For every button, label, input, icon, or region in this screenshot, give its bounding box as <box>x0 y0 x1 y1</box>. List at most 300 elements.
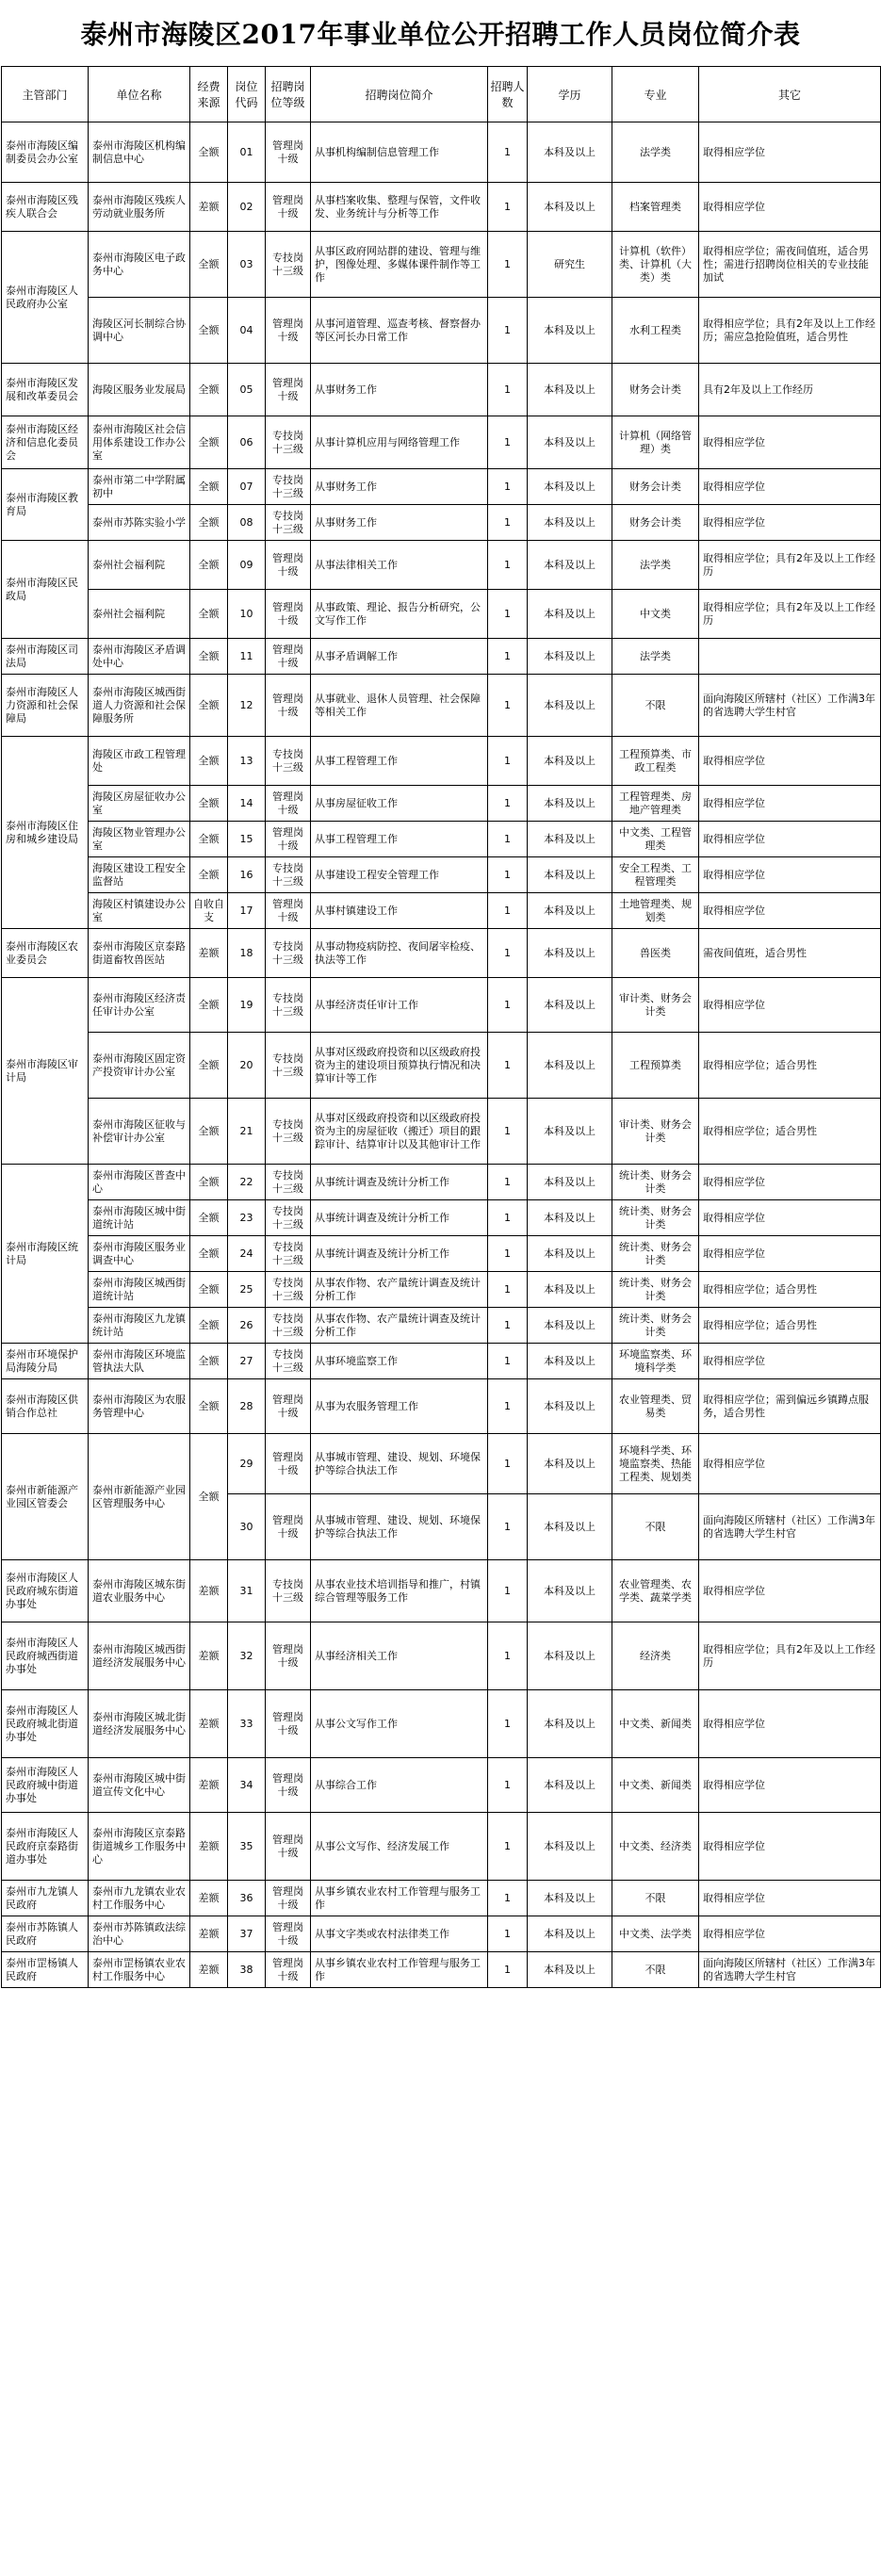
table-row <box>2 1236 881 1272</box>
row-major: 水利工程类 <box>612 298 699 364</box>
row-level: 专技岗十三级 <box>266 469 311 505</box>
row-code: 11 <box>228 639 266 675</box>
row-other: 取得相应学位 <box>699 1690 881 1758</box>
row-funding: 全额 <box>190 1344 228 1379</box>
row-funding: 差额 <box>190 1952 228 1988</box>
row-unit: 泰州市海陵区为农服务管理中心 <box>89 1379 190 1434</box>
row-count: 1 <box>488 1165 528 1200</box>
table-row <box>2 1033 881 1099</box>
row-major: 统计类、财务会计类 <box>612 1272 699 1308</box>
row-funding: 全额 <box>190 1379 228 1434</box>
table-row <box>2 1272 881 1308</box>
row-desc: 从事矛盾调解工作 <box>311 639 488 675</box>
row-unit: 泰州社会福利院 <box>89 541 190 590</box>
row-funding: 全额 <box>190 786 228 822</box>
row-code: 05 <box>228 364 266 416</box>
row-other: 取得相应学位 <box>699 1916 881 1952</box>
table-row <box>2 786 881 822</box>
row-desc: 从事经济责任审计工作 <box>311 978 488 1033</box>
row-major: 审计类、财务会计类 <box>612 978 699 1033</box>
row-edu: 本科及以上 <box>528 1344 612 1379</box>
row-level: 专技岗十三级 <box>266 1165 311 1200</box>
row-other: 取得相应学位；需到偏远乡镇蹲点服务，适合男性 <box>699 1379 881 1434</box>
row-count: 1 <box>488 1881 528 1916</box>
row-major: 审计类、财务会计类 <box>612 1099 699 1165</box>
row-funding: 全额 <box>190 541 228 590</box>
row-other: 取得相应学位 <box>699 416 881 469</box>
row-funding: 差额 <box>190 183 228 232</box>
row-code: 29 <box>228 1434 266 1494</box>
row-other: 取得相应学位；具有2年及以上工作经历；需应急抢险值班，适合男性 <box>699 298 881 364</box>
row-unit: 泰州市第二中学附属初中 <box>89 469 190 505</box>
row-desc: 从事工程管理工作 <box>311 737 488 786</box>
row-unit: 泰州市海陵区京泰路街道畜牧兽医站 <box>89 929 190 978</box>
row-major: 计算机（软件）类、计算机（大类）类 <box>612 232 699 298</box>
row-unit: 泰州市海陵区机构编制信息中心 <box>89 122 190 183</box>
row-edu: 本科及以上 <box>528 1379 612 1434</box>
table-row <box>2 857 881 893</box>
table-row <box>2 298 881 364</box>
row-unit: 泰州市海陵区固定资产投资审计办公室 <box>89 1033 190 1099</box>
row-code: 03 <box>228 232 266 298</box>
table-row <box>2 675 881 737</box>
row-code: 04 <box>228 298 266 364</box>
row-other: 取得相应学位；具有2年及以上工作经历 <box>699 541 881 590</box>
row-major: 中文类、工程管理类 <box>612 822 699 857</box>
row-edu: 本科及以上 <box>528 978 612 1033</box>
table-row <box>2 822 881 857</box>
row-dept: 泰州市海陵区人力资源和社会保障局 <box>2 675 89 737</box>
row-level: 管理岗十级 <box>266 183 311 232</box>
table-row <box>2 1622 881 1690</box>
header-funding: 经费来源 <box>190 67 228 122</box>
header-count: 招聘人数 <box>488 67 528 122</box>
row-major: 财务会计类 <box>612 364 699 416</box>
row-major: 安全工程类、工程管理类 <box>612 857 699 893</box>
row-unit: 泰州市海陵区电子政务中心 <box>89 232 190 298</box>
row-funding: 差额 <box>190 1560 228 1622</box>
row-edu: 本科及以上 <box>528 1165 612 1200</box>
table-row <box>2 978 881 1033</box>
row-count: 1 <box>488 639 528 675</box>
row-major: 中文类、新闻类 <box>612 1690 699 1758</box>
row-count: 1 <box>488 232 528 298</box>
row-other: 取得相应学位 <box>699 469 881 505</box>
row-funding: 全额 <box>190 590 228 639</box>
row-unit: 海陵区村镇建设办公室 <box>89 893 190 929</box>
row-funding: 差额 <box>190 1813 228 1881</box>
row-unit: 海陵区服务业发展局 <box>89 364 190 416</box>
row-funding: 差额 <box>190 929 228 978</box>
row-level: 专技岗十三级 <box>266 1308 311 1344</box>
row-funding: 全额 <box>190 675 228 737</box>
row-unit: 泰州社会福利院 <box>89 590 190 639</box>
row-code: 17 <box>228 893 266 929</box>
row-edu: 本科及以上 <box>528 1200 612 1236</box>
row-code: 09 <box>228 541 266 590</box>
row-funding: 全额 <box>190 364 228 416</box>
row-code: 34 <box>228 1758 266 1813</box>
row-unit: 海陵区房屋征收办公室 <box>89 786 190 822</box>
row-unit: 泰州市海陵区城东街道农业服务中心 <box>89 1560 190 1622</box>
row-dept: 泰州市九龙镇人民政府 <box>2 1881 89 1916</box>
row-other: 具有2年及以上工作经历 <box>699 364 881 416</box>
row-major: 不限 <box>612 1494 699 1560</box>
page-title: 泰州市海陵区2017年事业单位公开招聘工作人员岗位简介表 <box>80 19 801 50</box>
row-other: 取得相应学位 <box>699 1344 881 1379</box>
row-other: 取得相应学位 <box>699 786 881 822</box>
row-other: 取得相应学位 <box>699 1165 881 1200</box>
row-major: 财务会计类 <box>612 469 699 505</box>
row-level: 专技岗十三级 <box>266 416 311 469</box>
row-desc: 从事公文写作工作 <box>311 1690 488 1758</box>
row-unit: 泰州市海陵区城西街道人力资源和社会保障服务所 <box>89 675 190 737</box>
row-level: 管理岗十级 <box>266 675 311 737</box>
row-other: 取得相应学位 <box>699 1758 881 1813</box>
row-desc: 从事文字类或农村法律类工作 <box>311 1916 488 1952</box>
row-count: 1 <box>488 1758 528 1813</box>
row-count: 1 <box>488 541 528 590</box>
row-other: 取得相应学位 <box>699 737 881 786</box>
row-desc: 从事财务工作 <box>311 364 488 416</box>
row-dept: 泰州市海陵区人民政府城中街道办事处 <box>2 1758 89 1813</box>
row-desc: 从事农业技术培训指导和推广，村镇综合管理等服务工作 <box>311 1560 488 1622</box>
row-count: 1 <box>488 1622 528 1690</box>
row-edu: 本科及以上 <box>528 469 612 505</box>
row-desc: 从事就业、退休人员管理、社会保障等相关工作 <box>311 675 488 737</box>
row-funding: 全额 <box>190 469 228 505</box>
row-dept: 泰州市海陵区人民政府办公室 <box>2 232 89 364</box>
row-unit: 泰州市海陵区城中街道宣传文化中心 <box>89 1758 190 1813</box>
row-other: 取得相应学位 <box>699 1881 881 1916</box>
row-other: 取得相应学位 <box>699 893 881 929</box>
row-other: 取得相应学位 <box>699 505 881 541</box>
row-code: 37 <box>228 1916 266 1952</box>
row-edu: 本科及以上 <box>528 505 612 541</box>
row-level: 专技岗十三级 <box>266 1560 311 1622</box>
header-level: 招聘岗位等级 <box>266 67 311 122</box>
row-level: 管理岗十级 <box>266 1916 311 1952</box>
row-desc: 从事村镇建设工作 <box>311 893 488 929</box>
row-other: 取得相应学位 <box>699 1813 881 1881</box>
row-unit: 泰州市新能源产业园区管理服务中心 <box>89 1434 190 1560</box>
row-count: 1 <box>488 1952 528 1988</box>
row-level: 专技岗十三级 <box>266 1200 311 1236</box>
row-code: 31 <box>228 1560 266 1622</box>
row-desc: 从事财务工作 <box>311 469 488 505</box>
row-level: 管理岗十级 <box>266 541 311 590</box>
table-row <box>2 1813 881 1881</box>
row-count: 1 <box>488 737 528 786</box>
row-major: 经济类 <box>612 1622 699 1690</box>
row-funding: 全额 <box>190 1200 228 1236</box>
row-desc: 从事计算机应用与网络管理工作 <box>311 416 488 469</box>
row-count: 1 <box>488 893 528 929</box>
row-desc: 从事城市管理、建设、规划、环境保护等综合执法工作 <box>311 1494 488 1560</box>
row-code: 14 <box>228 786 266 822</box>
row-edu: 本科及以上 <box>528 1308 612 1344</box>
header-major: 专业 <box>612 67 699 122</box>
row-funding: 全额 <box>190 416 228 469</box>
row-edu: 本科及以上 <box>528 1272 612 1308</box>
row-dept: 泰州市新能源产业园区管委会 <box>2 1434 89 1560</box>
row-unit: 泰州市海陵区服务业调查中心 <box>89 1236 190 1272</box>
row-unit: 海陵区市政工程管理处 <box>89 737 190 786</box>
row-funding: 差额 <box>190 1758 228 1813</box>
row-level: 管理岗十级 <box>266 639 311 675</box>
row-edu: 本科及以上 <box>528 1881 612 1916</box>
row-unit: 泰州市海陵区城中街道统计站 <box>89 1200 190 1236</box>
row-other: 取得相应学位 <box>699 122 881 183</box>
row-funding: 差额 <box>190 1916 228 1952</box>
row-unit: 泰州市海陵区征收与补偿审计办公室 <box>89 1099 190 1165</box>
header-unit: 单位名称 <box>89 67 190 122</box>
row-code: 30 <box>228 1494 266 1560</box>
row-other: 需夜间值班，适合男性 <box>699 929 881 978</box>
row-unit: 泰州市九龙镇农业农村工作服务中心 <box>89 1881 190 1916</box>
row-count: 1 <box>488 1434 528 1494</box>
row-unit: 泰州市海陵区京泰路街道城乡工作服务中心 <box>89 1813 190 1881</box>
row-desc: 从事机构编制信息管理工作 <box>311 122 488 183</box>
row-count: 1 <box>488 505 528 541</box>
row-code: 15 <box>228 822 266 857</box>
row-unit: 泰州市海陵区残疾人劳动就业服务所 <box>89 183 190 232</box>
row-funding: 全额 <box>190 1236 228 1272</box>
row-code: 20 <box>228 1033 266 1099</box>
row-major: 工程管理类、房地产管理类 <box>612 786 699 822</box>
row-count: 1 <box>488 822 528 857</box>
row-dept: 泰州市海陵区审计局 <box>2 978 89 1165</box>
recruitment-table <box>1 66 881 1988</box>
row-other: 取得相应学位；需夜间值班，适合男性；需进行招聘岗位相关的专业技能加试 <box>699 232 881 298</box>
row-other <box>699 639 881 675</box>
row-count: 1 <box>488 122 528 183</box>
row-desc: 从事统计调查及统计分析工作 <box>311 1236 488 1272</box>
row-level: 管理岗十级 <box>266 1622 311 1690</box>
row-funding: 差额 <box>190 1690 228 1758</box>
row-desc: 从事区政府网站群的建设、管理与维护，图像处理、多媒体课件制作等工作 <box>311 232 488 298</box>
row-desc: 从事环境监察工作 <box>311 1344 488 1379</box>
row-funding: 全额 <box>190 1033 228 1099</box>
row-major: 中文类 <box>612 590 699 639</box>
row-major: 统计类、财务会计类 <box>612 1165 699 1200</box>
row-count: 1 <box>488 1099 528 1165</box>
row-count: 1 <box>488 1272 528 1308</box>
row-dept: 泰州市海陵区人民政府城西街道办事处 <box>2 1622 89 1690</box>
row-count: 1 <box>488 1494 528 1560</box>
table-row <box>2 1344 881 1379</box>
row-funding: 全额 <box>190 1099 228 1165</box>
row-code: 10 <box>228 590 266 639</box>
row-level: 管理岗十级 <box>266 1690 311 1758</box>
row-level: 专技岗十三级 <box>266 929 311 978</box>
row-dept: 泰州市海陵区民政局 <box>2 541 89 639</box>
row-unit: 泰州市海陵区普查中心 <box>89 1165 190 1200</box>
row-code: 33 <box>228 1690 266 1758</box>
row-funding: 全额 <box>190 1434 228 1560</box>
row-code: 24 <box>228 1236 266 1272</box>
row-code: 08 <box>228 505 266 541</box>
row-desc: 从事统计调查及统计分析工作 <box>311 1200 488 1236</box>
row-level: 管理岗十级 <box>266 364 311 416</box>
row-edu: 本科及以上 <box>528 639 612 675</box>
row-other: 取得相应学位；具有2年及以上工作经历 <box>699 1622 881 1690</box>
table-row <box>2 1165 881 1200</box>
table-row <box>2 1099 881 1165</box>
row-level: 专技岗十三级 <box>266 232 311 298</box>
table-row <box>2 1916 881 1952</box>
row-count: 1 <box>488 857 528 893</box>
row-major: 计算机（网络管理）类 <box>612 416 699 469</box>
table-body <box>2 122 881 1988</box>
row-count: 1 <box>488 469 528 505</box>
row-funding: 全额 <box>190 1165 228 1200</box>
row-unit: 泰州市苏陈镇政法综治中心 <box>89 1916 190 1952</box>
row-funding: 全额 <box>190 298 228 364</box>
row-dept: 泰州市环境保护局海陵分局 <box>2 1344 89 1379</box>
row-funding: 全额 <box>190 822 228 857</box>
row-code: 02 <box>228 183 266 232</box>
row-major: 档案管理类 <box>612 183 699 232</box>
row-edu: 本科及以上 <box>528 416 612 469</box>
row-major: 不限 <box>612 675 699 737</box>
row-major: 中文类、新闻类 <box>612 1758 699 1813</box>
row-unit: 泰州市海陵区经济责任审计办公室 <box>89 978 190 1033</box>
row-code: 38 <box>228 1952 266 1988</box>
row-other: 取得相应学位；具有2年及以上工作经历 <box>699 590 881 639</box>
row-code: 21 <box>228 1099 266 1165</box>
row-funding: 自收自支 <box>190 893 228 929</box>
row-desc: 从事农作物、农产量统计调查及统计分析工作 <box>311 1308 488 1344</box>
row-level: 管理岗十级 <box>266 1881 311 1916</box>
row-count: 1 <box>488 1308 528 1344</box>
table-row <box>2 1690 881 1758</box>
row-count: 1 <box>488 786 528 822</box>
row-edu: 本科及以上 <box>528 857 612 893</box>
row-other: 取得相应学位 <box>699 1236 881 1272</box>
row-desc: 从事工程管理工作 <box>311 822 488 857</box>
header-edu: 学历 <box>528 67 612 122</box>
row-major: 法学类 <box>612 541 699 590</box>
row-edu: 本科及以上 <box>528 1033 612 1099</box>
row-unit: 海陵区物业管理办公室 <box>89 822 190 857</box>
row-level: 管理岗十级 <box>266 122 311 183</box>
row-level: 管理岗十级 <box>266 1813 311 1881</box>
row-desc: 从事房屋征收工作 <box>311 786 488 822</box>
row-other: 取得相应学位 <box>699 183 881 232</box>
row-desc: 从事河道管理、巡查考核、督察督办等区河长办日常工作 <box>311 298 488 364</box>
row-major: 兽医类 <box>612 929 699 978</box>
row-edu: 本科及以上 <box>528 183 612 232</box>
row-level: 管理岗十级 <box>266 298 311 364</box>
row-code: 19 <box>228 978 266 1033</box>
row-edu: 研究生 <box>528 232 612 298</box>
row-desc: 从事乡镇农业农村工作管理与服务工作 <box>311 1881 488 1916</box>
row-edu: 本科及以上 <box>528 590 612 639</box>
table-row <box>2 122 881 183</box>
row-level: 专技岗十三级 <box>266 857 311 893</box>
row-count: 1 <box>488 590 528 639</box>
row-dept: 泰州市苏陈镇人民政府 <box>2 1916 89 1952</box>
row-level: 专技岗十三级 <box>266 737 311 786</box>
row-count: 1 <box>488 675 528 737</box>
row-other: 取得相应学位 <box>699 857 881 893</box>
row-desc: 从事对区级政府投资和以区级政府投资为主的建设项目预算执行情况和决算审计等工作 <box>311 1033 488 1099</box>
header-code: 岗位代码 <box>228 67 266 122</box>
row-code: 23 <box>228 1200 266 1236</box>
row-code: 13 <box>228 737 266 786</box>
row-edu: 本科及以上 <box>528 1916 612 1952</box>
row-unit: 泰州市海陵区城西街道统计站 <box>89 1272 190 1308</box>
row-funding: 全额 <box>190 978 228 1033</box>
row-desc: 从事对区级政府投资和以区级政府投资为主的房屋征收（搬迁）项目的跟踪审计、结算审计以及其他审计工作 <box>311 1099 488 1165</box>
row-major: 统计类、财务会计类 <box>612 1200 699 1236</box>
row-desc: 从事经济相关工作 <box>311 1622 488 1690</box>
row-funding: 全额 <box>190 1272 228 1308</box>
row-other: 取得相应学位 <box>699 1200 881 1236</box>
row-other: 取得相应学位；适合男性 <box>699 1272 881 1308</box>
header-desc: 招聘岗位简介 <box>311 67 488 122</box>
row-edu: 本科及以上 <box>528 1813 612 1881</box>
row-unit: 海陵区建设工程安全监督站 <box>89 857 190 893</box>
row-level: 管理岗十级 <box>266 786 311 822</box>
row-edu: 本科及以上 <box>528 929 612 978</box>
row-major: 工程预算类 <box>612 1033 699 1099</box>
row-major: 统计类、财务会计类 <box>612 1236 699 1272</box>
row-code: 12 <box>228 675 266 737</box>
row-code: 27 <box>228 1344 266 1379</box>
row-funding: 全额 <box>190 122 228 183</box>
row-major: 不限 <box>612 1881 699 1916</box>
row-code: 36 <box>228 1881 266 1916</box>
row-major: 农业管理类、贸易类 <box>612 1379 699 1434</box>
header-dept: 主管部门 <box>2 67 89 122</box>
row-dept: 泰州市海陵区司法局 <box>2 639 89 675</box>
table-row <box>2 1758 881 1813</box>
row-major: 环境监察类、环境科学类 <box>612 1344 699 1379</box>
row-edu: 本科及以上 <box>528 822 612 857</box>
header-row <box>2 67 881 122</box>
table-row <box>2 929 881 978</box>
row-count: 1 <box>488 1813 528 1881</box>
row-dept: 泰州市罡杨镇人民政府 <box>2 1952 89 1988</box>
row-desc: 从事综合工作 <box>311 1758 488 1813</box>
row-major: 不限 <box>612 1952 699 1988</box>
row-code: 06 <box>228 416 266 469</box>
row-major: 土地管理类、规划类 <box>612 893 699 929</box>
row-code: 18 <box>228 929 266 978</box>
row-unit: 泰州市海陵区九龙镇统计站 <box>89 1308 190 1344</box>
row-unit: 泰州市海陵区矛盾调处中心 <box>89 639 190 675</box>
table-row <box>2 893 881 929</box>
row-dept: 泰州市海陵区供销合作总社 <box>2 1379 89 1434</box>
row-funding: 全额 <box>190 737 228 786</box>
table-row <box>2 416 881 469</box>
row-other: 面向海陵区所辖村（社区）工作满3年的省选聘大学生村官 <box>699 1494 881 1560</box>
row-code: 01 <box>228 122 266 183</box>
row-dept: 泰州市海陵区编制委员会办公室 <box>2 122 89 183</box>
row-funding: 差额 <box>190 1881 228 1916</box>
row-other: 取得相应学位 <box>699 1560 881 1622</box>
row-count: 1 <box>488 978 528 1033</box>
table-row <box>2 590 881 639</box>
row-desc: 从事建设工程安全管理工作 <box>311 857 488 893</box>
row-dept: 泰州市海陵区住房和城乡建设局 <box>2 737 89 929</box>
row-level: 管理岗十级 <box>266 822 311 857</box>
row-dept: 泰州市海陵区发展和改革委员会 <box>2 364 89 416</box>
row-edu: 本科及以上 <box>528 1494 612 1560</box>
table-row <box>2 737 881 786</box>
